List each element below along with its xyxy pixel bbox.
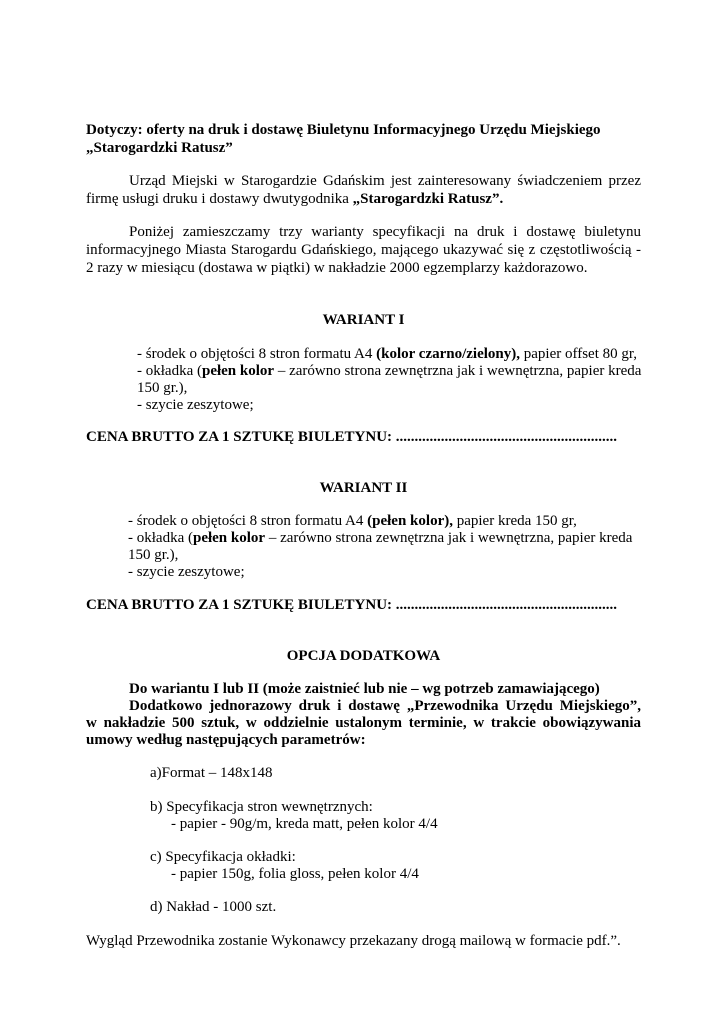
option-line-3: w nakładzie 500 sztuk, w oddzielnie ustalonym terminie, w trakcie obowiązywania [86,715,641,731]
variant2-item-1-text: - środek o objętości 8 stron formatu A4 [128,513,368,529]
variant2-price-line: CENA BRUTTO ZA 1 SZTUKĘ BIULETYNU: ........................................................... [86,597,618,613]
subject-line-1: Dotyczy: oferty na druk i dostawę Biuletynu Informacyjnego Urzędu Miejskiego [86,122,601,138]
variant2-item-2-cont: 150 gr.), [128,547,179,563]
document-page [86,0,641,1024]
variant2-item-1 [128,512,577,530]
variant2-item-2-suffix: – zarówno strona zewnętrzna jak i wewnętrzna, papier kreda [265,530,633,546]
paragraph2-line-1: Poniżej zamieszczamy trzy warianty specyfikacji na druk i dostawę biuletynu [129,224,641,240]
variant1-item-2-bold: pełen kolor [201,363,275,379]
option-item-b: b) Specyfikacja stron wewnętrznych: [150,799,373,815]
option-item-c: c) Specyfikacja okładki: [150,849,296,865]
option-line-1: Do wariantu I lub II (może zaistnieć lub nie – wg potrzeb zamawiającego) [129,681,600,697]
option-line-4: umowy według następujących parametrów: [86,732,366,748]
variant2-heading: WARIANT II [319,480,408,496]
variant1-item-1-text: - środek o objętości 8 stron formatu A4 [137,346,377,362]
option-item-d: d) Nakład - 1000 szt. [150,899,277,915]
variant2-item-2 [128,529,632,547]
variant1-item-2 [137,362,641,380]
option-item-b-detail: - papier - 90g/m, kreda matt, pełen kolor 4/4 [171,816,438,832]
option-heading: OPCJA DODATKOWA [286,648,441,664]
closing-line: Wygląd Przewodnika zostanie Wykonawcy przekazany drogą mailową w formacie pdf.”. [86,933,621,949]
intro-bold-title: „Starogardzki Ratusz”. [352,191,504,207]
variant2-item-2-text: - okładka ( [128,530,193,546]
variant2-item-2-bold: pełen kolor [192,530,266,546]
paragraph2-line-3: 2 razy w miesiącu (dostawa w piątki) w nakładzie 2000 egzemplarzy każdorazowo. [86,260,588,276]
variant1-item-1 [137,345,637,363]
option-line-2: Dodatkowo jednorazowy druk i dostawę „Przewodnika Urzędu Miejskiego”, [129,698,641,714]
variant1-price-line: CENA BRUTTO ZA 1 SZTUKĘ BIULETYNU: ........................................................... [86,429,618,445]
paragraph2-line-2: informacyjnego Miasta Starogardu Gdańskiego, mającego ukazywać się z częstotliwością - [86,242,641,258]
variant1-item-2-text: - okładka ( [137,363,202,379]
option-item-c-detail: - papier 150g, folia gloss, pełen kolor 4/4 [171,866,419,882]
variant2-item-1-suffix: papier kreda 150 gr, [452,513,577,529]
variant1-item-1-suffix: papier offset 80 gr, [520,346,638,362]
variant1-item-2-suffix: – zarówno strona zewnętrzna jak i wewnętrzna, papier kreda [274,363,642,379]
variant1-item-3: - szycie zeszytowe; [137,397,254,413]
variant1-item-2-cont: 150 gr.), [137,380,188,396]
variant2-item-1-bold: (pełen kolor), [367,513,453,529]
option-item-a: a)Format – 148x148 [150,765,273,781]
variant1-item-1-bold: (kolor czarno/zielony), [376,346,521,362]
intro-line-1: Urząd Miejski w Starogardzie Gdańskim jest zainteresowany świadczeniem przez [129,173,641,189]
subject-line-2: „Starogardzki Ratusz” [86,140,233,156]
intro-line-2-text: firmę usługi druku i dostawy dwutygodnika [86,191,353,207]
variant2-item-3: - szycie zeszytowe; [128,564,245,580]
variant1-heading: WARIANT I [322,312,405,328]
intro-line-2 [86,190,503,208]
